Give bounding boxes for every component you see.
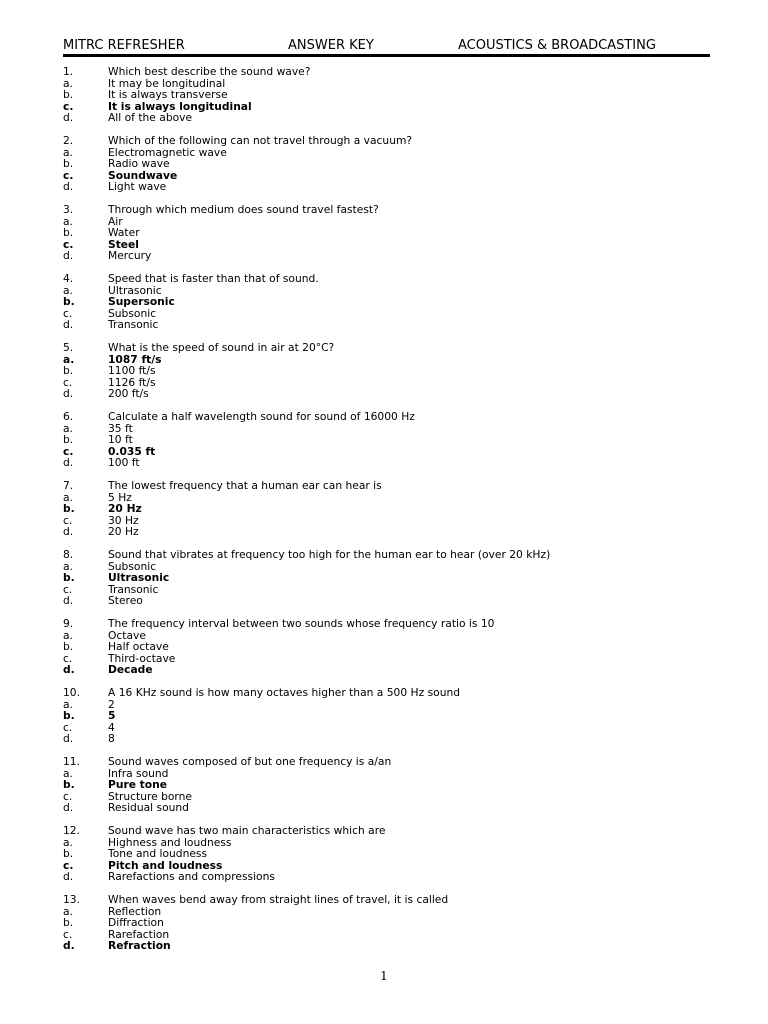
question-number: 6. [63, 410, 74, 423]
answer-option [63, 699, 710, 711]
question-text: A 16 KHz sound is how many octaves higher than a 500 Hz sound [108, 686, 461, 699]
question-text: Calculate a half wavelength sound for sound of 16000 Hz [108, 410, 415, 423]
option-text: Reflection [108, 904, 162, 918]
option-text: Rarefactions and compressions [108, 870, 275, 883]
option-label: d. [63, 111, 74, 124]
question-block [63, 687, 710, 745]
option-text: 30 Hz [108, 513, 139, 527]
answer-option [63, 158, 710, 170]
option-label: b. [63, 226, 74, 239]
question-block [63, 894, 710, 952]
option-text: Infra sound [108, 766, 169, 780]
question-text: Speed that is faster than that of sound. [108, 272, 319, 285]
answer-option [63, 319, 710, 331]
option-text: Octave [108, 628, 146, 642]
option-text: Half octave [108, 640, 169, 653]
option-text: 100 ft [108, 456, 140, 469]
correct-answer-option [63, 446, 710, 458]
question-stem [63, 411, 710, 423]
answer-option [63, 250, 710, 262]
option-text: Ultrasonic [108, 571, 170, 584]
question-text: Sound waves composed of but one frequency is a/an [108, 755, 392, 768]
question-stem [63, 480, 710, 492]
option-text: Pure tone [108, 778, 167, 791]
answer-option [63, 388, 710, 400]
question-stem [63, 825, 710, 837]
question-block [63, 825, 710, 883]
option-text: It is always longitudinal [108, 99, 252, 113]
question-text: Sound wave has two main characteristics which are [108, 824, 386, 837]
answer-option [63, 227, 710, 239]
answer-option [63, 89, 710, 101]
answer-option [63, 434, 710, 446]
question-text: Which best describe the sound wave? [108, 65, 311, 78]
answer-option [63, 515, 710, 527]
option-text: Radio wave [108, 157, 170, 170]
answer-option [63, 722, 710, 734]
question-stem [63, 66, 710, 78]
option-label: c. [63, 237, 74, 251]
option-label: b. [63, 502, 75, 515]
option-text: 20 Hz [108, 525, 139, 538]
question-number: 2. [63, 134, 74, 147]
option-label: a. [63, 352, 75, 366]
option-label: d. [63, 318, 74, 331]
question-stem [63, 273, 710, 285]
option-label: b. [63, 433, 74, 446]
option-text: Stereo [108, 594, 143, 607]
correct-answer-option [63, 239, 710, 251]
question-number: 4. [63, 272, 74, 285]
option-text: Decade [108, 663, 153, 676]
option-label: a. [63, 559, 73, 573]
header-title: MITRC REFRESHER [63, 38, 185, 53]
option-text: Residual sound [108, 801, 189, 814]
question-stem [63, 618, 710, 630]
option-label: a. [63, 904, 73, 918]
question-stem [63, 204, 710, 216]
question-block [63, 549, 710, 607]
answer-option [63, 595, 710, 607]
question-number: 11. [63, 755, 80, 768]
question-text: Which of the following can not travel through a vacuum? [108, 134, 413, 147]
option-label: a. [63, 214, 73, 228]
question-stem [63, 342, 710, 354]
option-label: d. [63, 663, 75, 676]
question-block [63, 756, 710, 814]
option-label: a. [63, 628, 73, 642]
question-text: The lowest frequency that a human ear can hear is [108, 479, 382, 492]
option-label: a. [63, 697, 73, 711]
option-text: Steel [108, 237, 139, 251]
option-label: d. [63, 594, 74, 607]
question-block [63, 135, 710, 193]
option-text: Light wave [108, 180, 167, 193]
option-text: Transonic [108, 582, 159, 596]
option-text: Water [108, 226, 140, 239]
option-label: d. [63, 249, 74, 262]
option-text: 5 Hz [108, 490, 132, 504]
question-stem [63, 135, 710, 147]
option-label: b. [63, 847, 74, 860]
correct-answer-option [63, 296, 710, 308]
option-text: Rarefaction [108, 927, 170, 941]
question-block [63, 204, 710, 262]
option-text: Refraction [108, 939, 171, 952]
correct-answer-option [63, 710, 710, 722]
header-answer-key: ANSWER KEY [288, 38, 374, 53]
option-label: a. [63, 283, 73, 297]
option-label: d. [63, 180, 74, 193]
option-text: Diffraction [108, 916, 164, 929]
option-text: 1087 ft/s [108, 352, 162, 366]
option-text: Transonic [108, 318, 159, 331]
question-text: The frequency interval between two sounds whose frequency ratio is 10 [108, 617, 495, 630]
option-label: b. [63, 295, 75, 308]
answer-option [63, 365, 710, 377]
question-number: 8. [63, 548, 74, 561]
option-label: c. [63, 513, 73, 527]
question-number: 3. [63, 203, 74, 216]
correct-answer-option [63, 503, 710, 515]
answer-option [63, 492, 710, 504]
option-label: b. [63, 778, 75, 791]
option-text: Mercury [108, 249, 152, 262]
option-label: a. [63, 421, 73, 435]
option-text: 1100 ft/s [108, 364, 156, 377]
question-block [63, 618, 710, 676]
option-label: a. [63, 76, 73, 90]
option-text: Tone and loudness [108, 847, 208, 860]
page-number: 1 [380, 969, 388, 983]
option-label: b. [63, 571, 75, 584]
question-stem [63, 687, 710, 699]
question-text: When waves bend away from straight lines of travel, it is called [108, 893, 449, 906]
question-text: Through which medium does sound travel fastest? [108, 203, 379, 216]
option-label: a. [63, 835, 73, 849]
option-label: c. [63, 99, 74, 113]
answer-option [63, 112, 710, 124]
answer-option [63, 802, 710, 814]
option-text: All of the above [108, 111, 193, 124]
option-text: It is always transverse [108, 88, 228, 101]
question-number: 5. [63, 341, 74, 354]
option-text: Highness and loudness [108, 835, 232, 849]
question-stem [63, 894, 710, 906]
option-label: c. [63, 651, 73, 665]
question-number: 10. [63, 686, 80, 699]
question-block [63, 66, 710, 124]
option-text: Supersonic [108, 295, 175, 308]
question-number: 13. [63, 893, 80, 906]
option-label: b. [63, 157, 74, 170]
correct-answer-option [63, 572, 710, 584]
option-label: c. [63, 858, 74, 872]
option-label: b. [63, 364, 74, 377]
answer-option [63, 641, 710, 653]
option-label: c. [63, 444, 74, 458]
option-label: c. [63, 306, 73, 320]
header-rule [63, 54, 710, 57]
header-subject: ACOUSTICS & BROADCASTING [458, 38, 656, 53]
question-stem [63, 549, 710, 561]
option-label: a. [63, 145, 73, 159]
option-text: 5 [108, 709, 116, 722]
question-number: 12. [63, 824, 80, 837]
option-text: It may be longitudinal [108, 76, 226, 90]
option-text: 35 ft [108, 421, 133, 435]
answer-option [63, 457, 710, 469]
correct-answer-option [63, 940, 710, 952]
answer-option [63, 848, 710, 860]
question-text: Sound that vibrates at frequency too high for the human ear to hear (over 20 kHz) [108, 548, 551, 561]
answer-option [63, 871, 710, 883]
answer-option [63, 584, 710, 596]
option-text: Pitch and loudness [108, 858, 223, 872]
answer-option [63, 377, 710, 389]
option-label: d. [63, 732, 74, 745]
option-text: Air [108, 214, 123, 228]
option-label: a. [63, 766, 73, 780]
answer-option [63, 308, 710, 320]
question-list [63, 66, 710, 963]
question-block [63, 411, 710, 469]
option-text: Ultrasonic [108, 283, 162, 297]
question-text: What is the speed of sound in air at 20°C? [108, 341, 335, 354]
option-label: d. [63, 387, 74, 400]
option-text: Third-octave [108, 651, 176, 665]
answer-option [63, 216, 710, 228]
correct-answer-option [63, 779, 710, 791]
answer-option [63, 526, 710, 538]
option-label: c. [63, 582, 73, 596]
option-label: b. [63, 88, 74, 101]
option-label: d. [63, 456, 74, 469]
correct-answer-option [63, 664, 710, 676]
option-text: Structure borne [108, 789, 192, 803]
option-text: 1126 ft/s [108, 375, 156, 389]
question-stem [63, 756, 710, 768]
option-label: c. [63, 927, 73, 941]
option-label: d. [63, 801, 74, 814]
option-label: b. [63, 916, 74, 929]
option-text: 2 [108, 697, 115, 711]
option-text: Subsonic [108, 559, 157, 573]
answer-option [63, 181, 710, 193]
answer-option [63, 423, 710, 435]
option-text: 20 Hz [108, 502, 142, 515]
question-block [63, 480, 710, 538]
option-label: c. [63, 375, 73, 389]
option-text: 4 [108, 720, 115, 734]
option-text: 200 ft/s [108, 387, 149, 400]
question-number: 9. [63, 617, 74, 630]
answer-option [63, 733, 710, 745]
option-label: a. [63, 490, 73, 504]
option-label: c. [63, 720, 73, 734]
option-label: b. [63, 709, 75, 722]
option-label: d. [63, 525, 74, 538]
answer-option [63, 917, 710, 929]
option-text: 0.035 ft [108, 444, 156, 458]
option-label: d. [63, 939, 75, 952]
question-number: 7. [63, 479, 74, 492]
question-number: 1. [63, 65, 74, 78]
option-label: d. [63, 870, 74, 883]
answer-option [63, 653, 710, 665]
option-label: c. [63, 168, 74, 182]
question-block [63, 273, 710, 331]
option-text: 10 ft [108, 433, 133, 446]
option-text: Subsonic [108, 306, 157, 320]
option-text: Soundwave [108, 168, 178, 182]
option-label: c. [63, 789, 73, 803]
option-text: 8 [108, 732, 115, 745]
option-label: b. [63, 640, 74, 653]
question-block [63, 342, 710, 400]
option-text: Electromagnetic wave [108, 145, 227, 159]
correct-answer-option [63, 354, 710, 366]
